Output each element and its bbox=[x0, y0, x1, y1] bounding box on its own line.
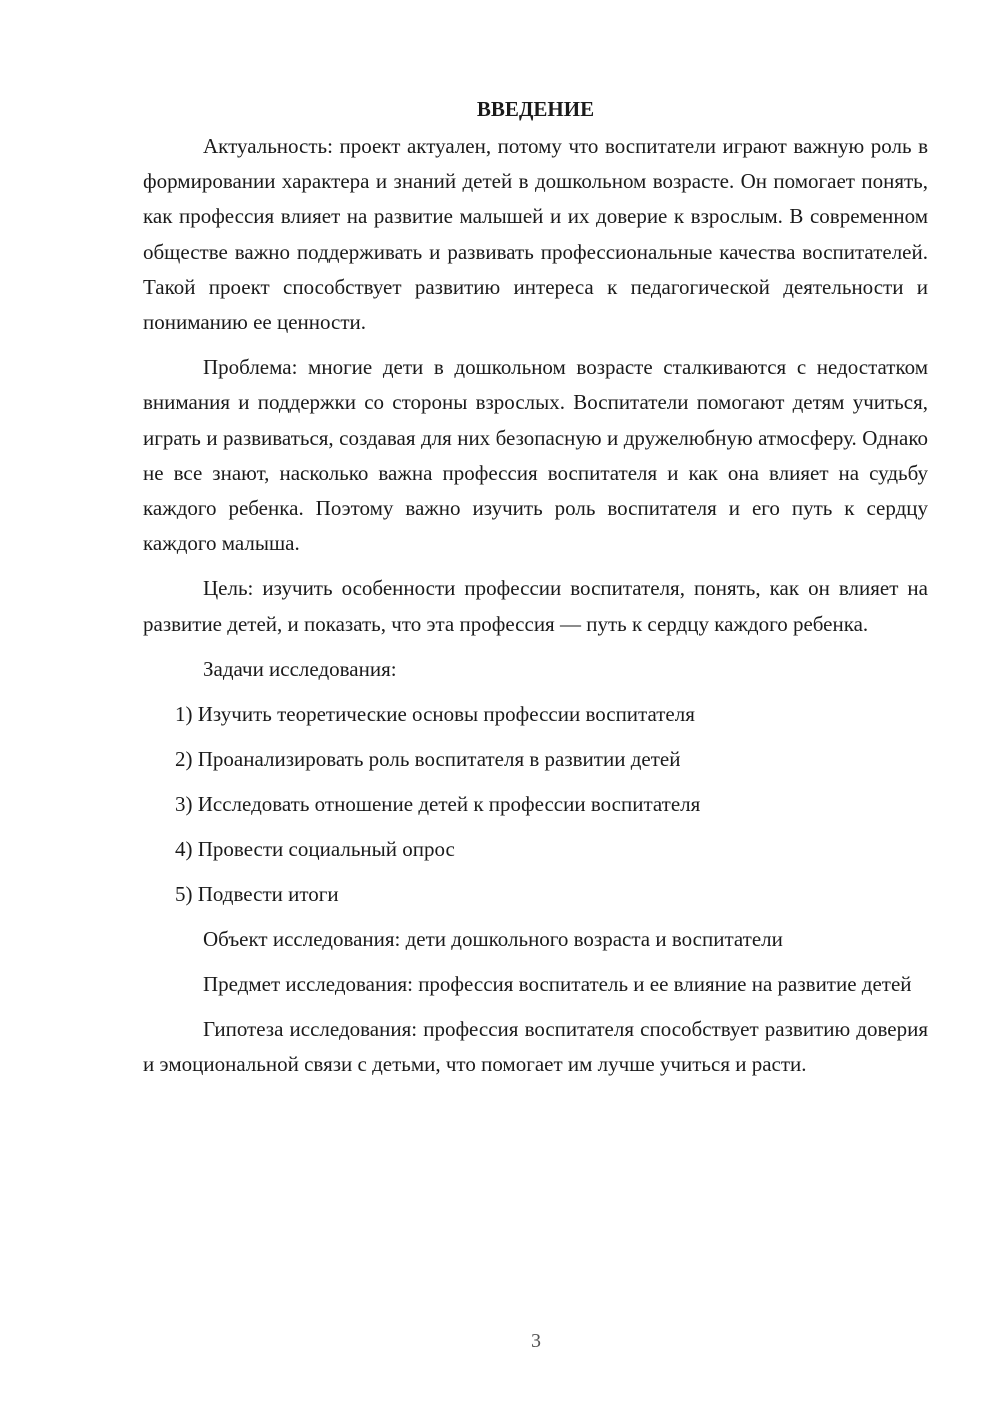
paragraph-problem: Проблема: многие дети в дошкольном возрасте сталкиваются с недостатком внимания и поддержки со стороны взрослых. Воспитатели помогают детям учиться, играть и развиваться, создавая для них безопасную и дружелюбную атмосферу. Однако не все знают, насколько важна профессия воспитателя и как она влияет на судьбу каждого ребенка. Поэтому важно изучить роль воспитателя и его путь к сердцу каждого малыша. bbox=[143, 355, 928, 556]
list-item: 4) Провести социальный опрос bbox=[175, 836, 455, 861]
paragraph-goal: Цель: изучить особенности профессии воспитателя, понять, как он влияет на развитие детей, и показать, что эта профессия — путь к сердцу каждого ребенка. bbox=[143, 576, 928, 636]
document-page bbox=[143, 92, 928, 1092]
tasks-heading: Задачи исследования: bbox=[203, 656, 397, 681]
paragraph-subject: Предмет исследования: профессия воспитатель и ее влияние на развитие детей bbox=[203, 971, 912, 996]
page-title: ВВЕДЕНИЕ bbox=[476, 97, 595, 121]
list-item: 1) Изучить теоретические основы профессии воспитателя bbox=[175, 701, 695, 726]
list-item: 3) Исследовать отношение детей к профессии воспитателя bbox=[175, 791, 701, 816]
tasks-list bbox=[143, 697, 928, 912]
paragraph-relevance: Актуальность: проект актуален, потому что воспитатели играют важную роль в формировании характера и знаний детей в дошкольном возрасте. Он помогает понять, как профессия влияет на развитие малышей и их доверие к взрослым. В современном обществе важно поддерживать и развивать профессиональные качества воспитателей. Такой проект способствует развитию интереса к педагогической деятельности и пониманию ее ценности. bbox=[143, 134, 928, 335]
list-item: 2) Проанализировать роль воспитателя в развитии детей bbox=[175, 746, 681, 771]
page-number: 3 bbox=[531, 1330, 541, 1352]
paragraph-hypothesis: Гипотеза исследования: профессия воспитателя способствует развитию доверия и эмоциональной связи с детьми, что помогает им лучше учиться и расти. bbox=[143, 1017, 928, 1077]
list-item: 5) Подвести итоги bbox=[175, 881, 339, 906]
paragraph-object: Объект исследования: дети дошкольного возраста и воспитатели bbox=[203, 926, 783, 951]
